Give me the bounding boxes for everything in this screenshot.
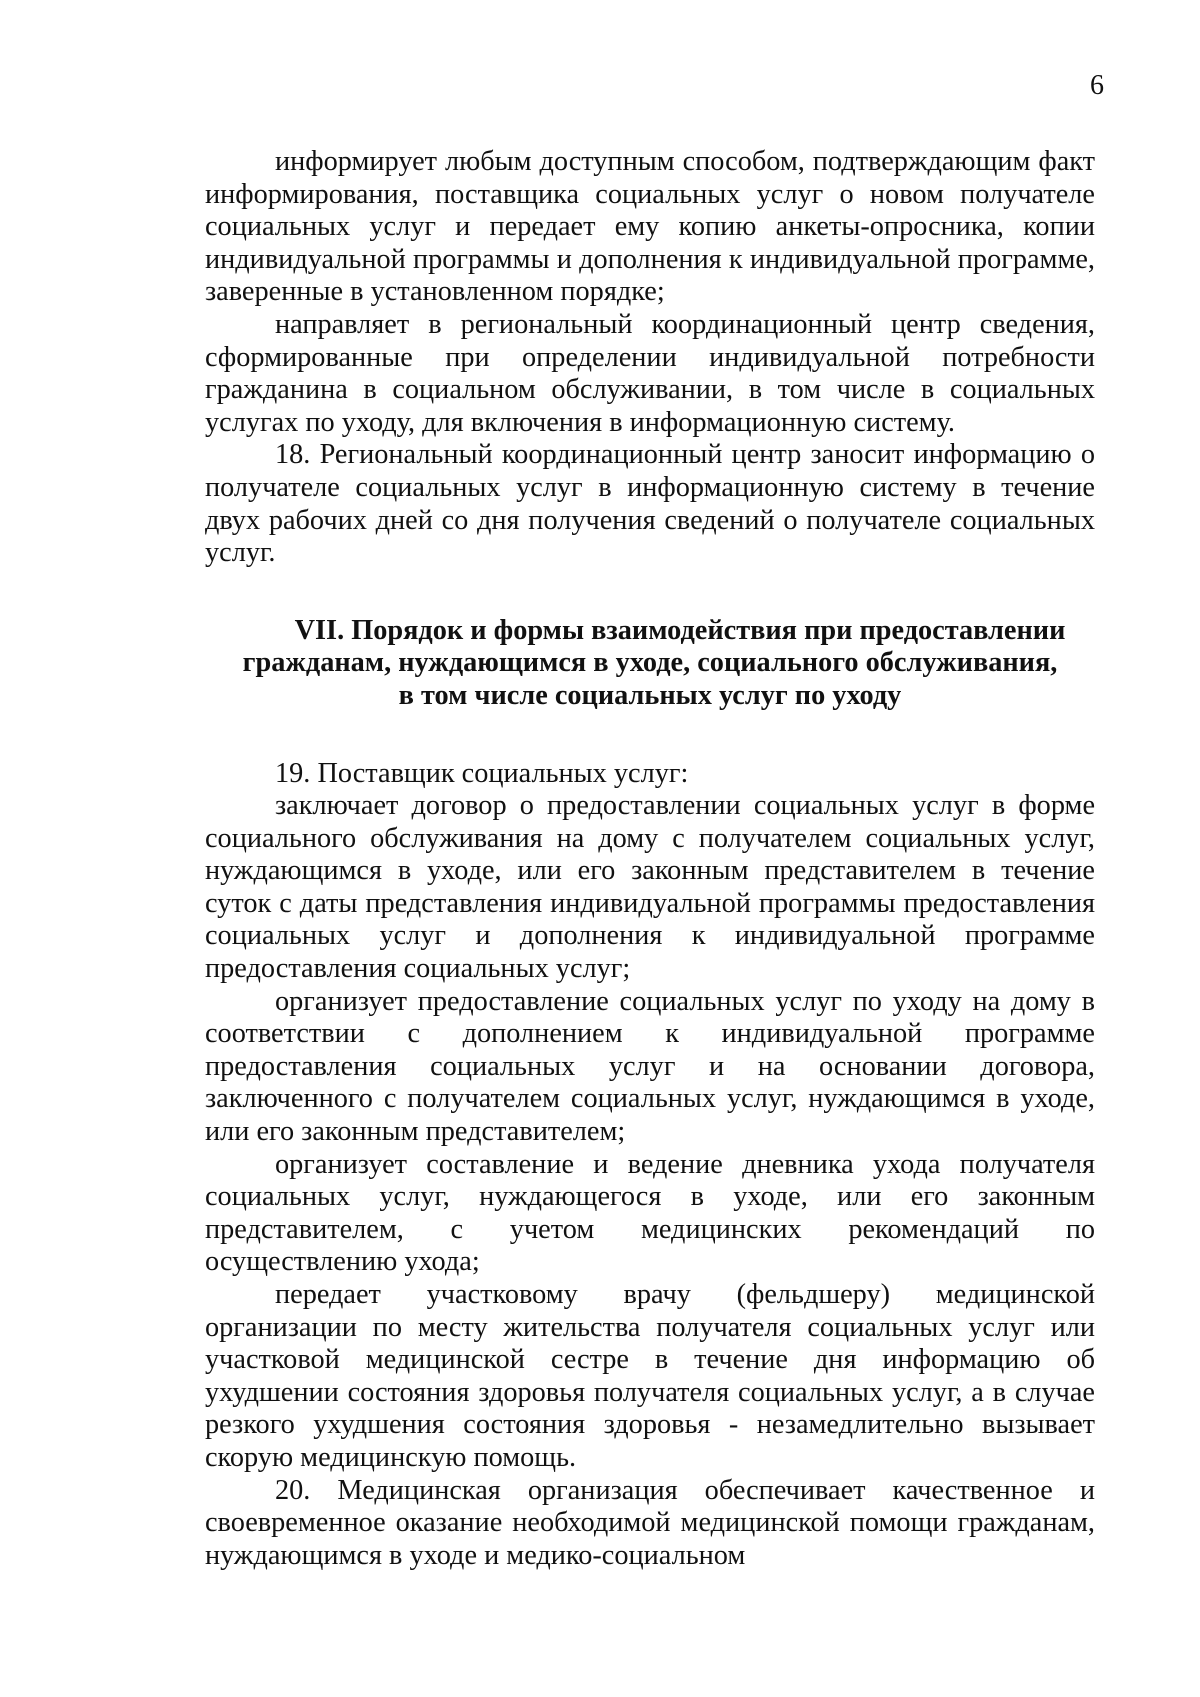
paragraph-sends-to-center: направляет в региональный координационный центр сведения, сформированные при определении индивидуальной потребности гражданина в социальном обслуживании, в том числе в социальных услугах по уходу, для включения в информационную систему. (205, 308, 1095, 438)
paragraph-health-information: передает участковому врачу (фельдшеру) медицинской организации по месту жительства получателя социальных услуг или участковой медицинской сестре в течение дня информацию об ухудшении состояния здоровья получателя социальных услуг, а в случае резкого ухудшения состояния здоровья - незамедлительно вызывает скорую медицинскую помощь. (205, 1279, 1095, 1473)
section-heading-line-2: гражданам, нуждающимся в уходе, социального обслуживания, (242, 647, 1058, 679)
paragraph-18: 18. Региональный координационный центр заносит информацию о получателе социальных услуг в информационную систему в течение двух рабочих дней со дня получения сведений о получателе социальных услуг. (205, 439, 1095, 569)
paragraph-care-diary: организует составление и ведение дневника ухода получателя социальных услуг, нуждающегося в уходе, или его законным представителем, с учетом медицинских рекомендаций по осуществлению ухода; (205, 1148, 1095, 1278)
paragraph-informs-provider: информирует любым доступным способом, подтверждающим факт информирования, поставщика социальных услуг о новом получателе социальных услуг и передает ему копию анкеты-опросника, копии индивидуальной программы и дополнения к индивидуальной программе, заверенные в установленном порядке; (205, 146, 1095, 308)
section-heading-line-3: в том числе социальных услуг по уходу (398, 679, 902, 711)
page-number: 6 (1090, 70, 1104, 101)
section-heading-vii (205, 615, 1095, 713)
paragraph-19: 19. Поставщик социальных услуг: (275, 757, 689, 789)
paragraph-organizes-services: организует предоставление социальных услуг по уходу на дому в соответствии с дополнением к индивидуальной программе предоставления социальных услуг и на основании договора, заключенного с получателем социальных услуг, нуждающимся в уходе, или его законным представителем; (205, 985, 1095, 1148)
paragraph-concludes-contract: заключает договор о предоставлении социальных услуг в форме социального обслуживания на дому с получателем социальных услуг, нуждающимся в уходе, или его законным представителем в течение суток с даты представления индивидуальной программы предоставления социальных услуг и дополнения к индивидуальной программе предоставления социальных услуг; (205, 790, 1095, 985)
document-body (205, 146, 1095, 1572)
section-heading-line-1: VII. Порядок и формы взаимодействия при предоставлении (294, 614, 1066, 646)
paragraph-20: 20. Медицинская организация обеспечивает качественное и своевременное оказание необходимой медицинской помощи гражданам, нуждающимся в уходе и медико-социальном (205, 1474, 1095, 1571)
